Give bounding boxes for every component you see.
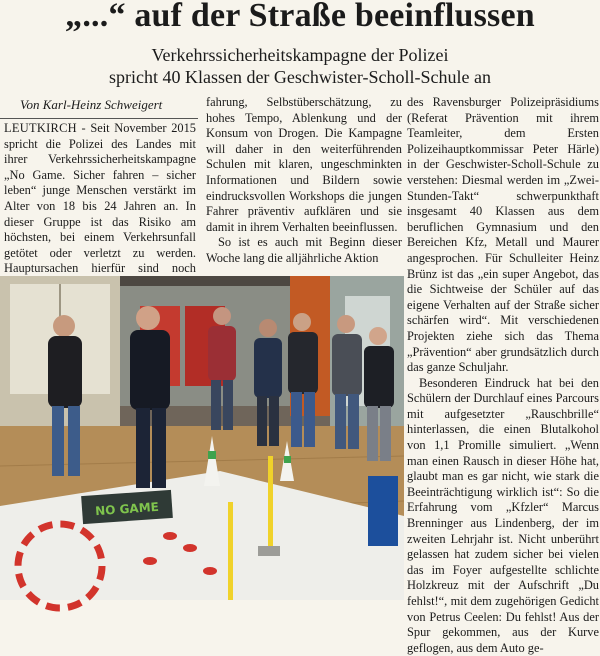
mat-banner-text: NO GAME: [94, 499, 160, 519]
paragraph: fahrung, Selbstüberschätzung, zu hohes Tempo, Ablenkung und der Konsum von Drogen. Die Kampagne will daher in den weiterführenden Schulen mit klaren, ungeschminkten Informationen und Bildern sowie eindrucksvollen Workshops die jungen Fahrer präventiv aufklären und sie damit in ihrem Verhalten beeinflussen.: [206, 95, 402, 234]
article-subheadline: [40, 44, 560, 88]
photo-illustration: [0, 276, 404, 600]
byline: Von Karl-Heinz Schweigert: [20, 97, 163, 112]
paragraph: des Ravensburger Polizeipräsidiums (Referat Prävention mit ihrem Teamleiter, dem Ersten Polizeihauptkommissar Peter Härle) in der Geschwister-Scholl-Schule zu verstehen: Diesmal werden im „Zwei-Stunden-Takt“ schwerpunkthaft insgesamt 40 Klassen aus dem beruflichen Gymnasium und den Bereichen Kfz, Metall und Maurer angesprochen. Für Schulleiter Heinz Brünz ist das „ein super Angebot, das die Sichtweise der Schüler auf das eigene Verhalten auf der Straße sicher schärfen wird“. Mit verschiedenen Projekten ziehe sich das Thema „Prävention“ aber grundsätzlich durch das ganze Schuljahr.: [407, 95, 599, 375]
paragraph: Besonderen Eindruck hat bei den Schülern der Durchlauf eines Parcours mit aufgesetzter „Rauschbrille“ hinterlassen, die einen Blutalkohol von 1,1 Promille simuliert. „Wenn man einen Rausch in dieser Höhe hat, glaubt man es gar nicht, wie stark die Beeinträchtigung wirklich ist“: So die Erfahrung vom „Kfzler“ Marcus Brenninger aus Lindenberg, der im zweiten Lehrjahr ist. Nicht unberührt gelassen hat zudem sicher bei vielen das im Foyer aufgestellte schlichte Holzkreuz mit der Aufschrift „Du fehlst!“, mit dem zugehörigen Gedicht von Petrus Ceelen: Du fehlst! Aus der Spur gekommen, aus der Kurve geflogen, aus dem Auto ge-: [407, 375, 599, 655]
article-photo: [0, 276, 404, 600]
article-column-1: [4, 121, 196, 293]
lead-paragraph: [4, 121, 196, 293]
article-column-3: [407, 95, 599, 656]
lead-text: - Seit November 2015 spricht die Polizei des Landes mit ihrer Verkehrssicherheitskampagne „No Game. Sicher fahren – sicher leben“ junge Menschen verstärkt im Alter von 18 bis 24 Jahren an. In dieser Gruppe ist das Risiko am höchsten, bei einem Verkehrsunfall getötet oder verletzt zu werden. Hauptursachen hierfür sind noch: [4, 121, 196, 276]
dateline: LEUTKIRCH: [4, 121, 77, 135]
subheadline-line-1: Verkehrssicherheitskampagne der Polizei: [151, 45, 449, 65]
byline-divider: [0, 118, 198, 119]
subheadline-line-2: spricht 40 Klassen der Geschwister-Scholl-Schule an: [108, 67, 492, 87]
article-column-2: [206, 95, 402, 267]
paragraph: So ist es auch mit Beginn dieser Woche lang die alljährliche Aktion: [206, 235, 402, 265]
article-headline: „...“ auf der Straße beeinflussen: [65, 0, 535, 34]
